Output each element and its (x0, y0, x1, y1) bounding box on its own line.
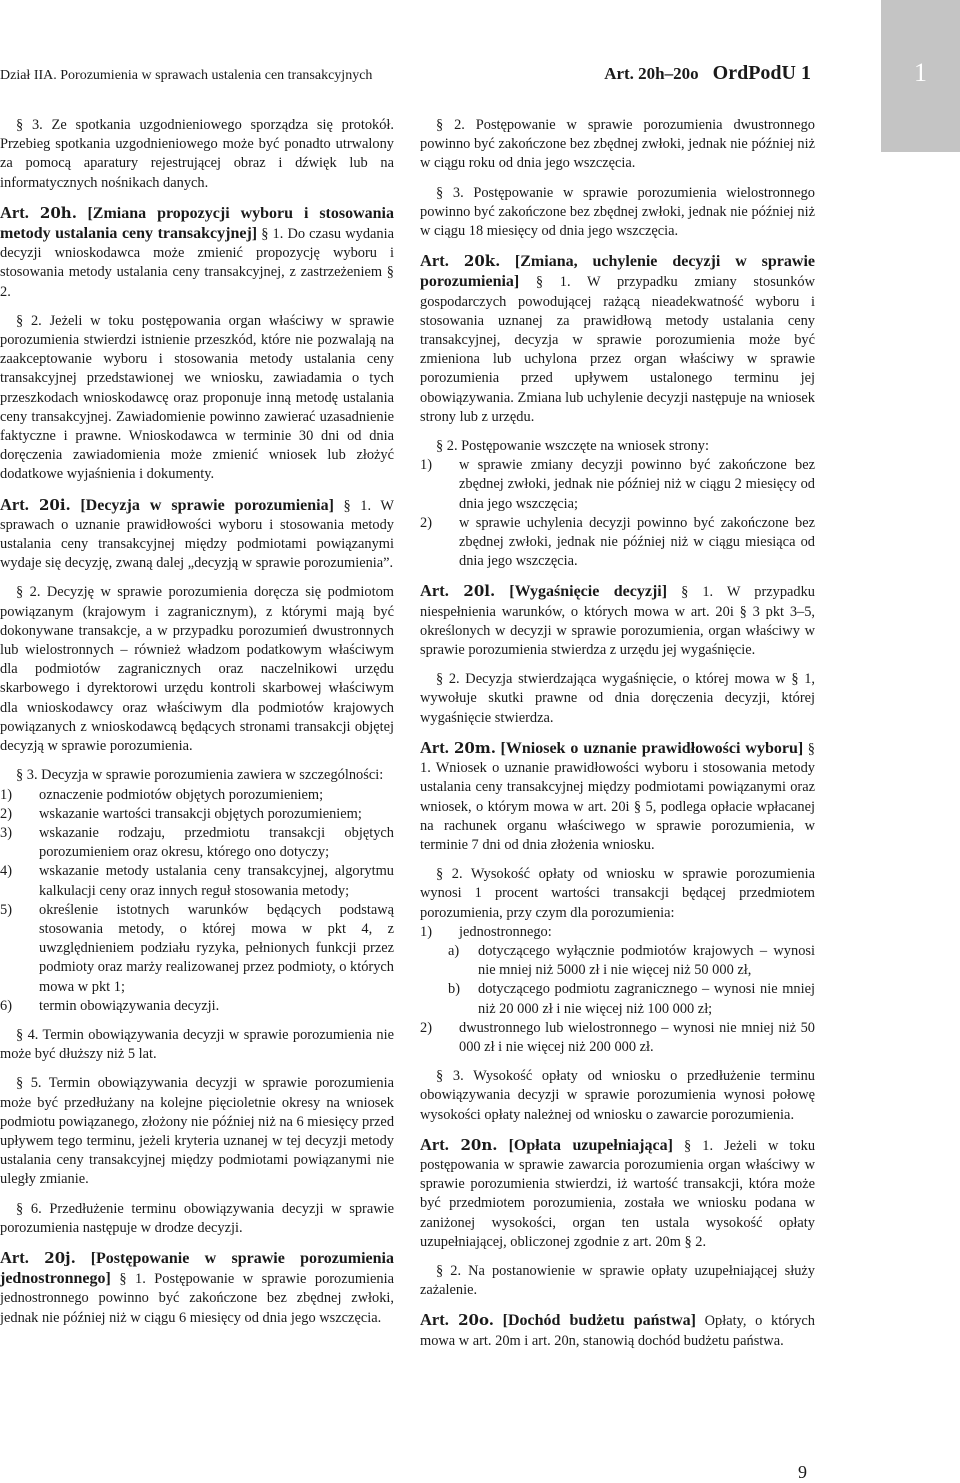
article-20n (420, 1135, 815, 1252)
right-column (420, 116, 815, 1361)
list-item: 1) w sprawie zmiany decyzji powinno być zakończone bez zbędnej zwłoki, jednak nie później niż w ciągu 2 miesięcy od dnia jego wszczęcia; (420, 457, 815, 512)
chapter-tab (881, 0, 960, 152)
list-item: 5) określenie istotnych warunków będących podstawą stosowania metody, o której mowa w pkt 4, z uwzględnieniem podziału ryzyka, pełnionych funkcji przez podmioty oraz marży realizowanej przez podmioty, o których mowa w pkt 1; (0, 901, 394, 995)
list-item: 3) wskazanie rodzaju, przedmiotu transakcji objętych porozumieniem oraz okresu, którego ono dotyczy; (0, 824, 394, 861)
paragraph: § 2. Postępowanie wszczęte na wniosek strony: (436, 438, 709, 455)
list-item: 1) jednostronnego: a) dotyczącego wyłącznie podmiotów krajowych – wynosi nie mniej niż 5000 zł i nie więcej niż 50 000 zł, b) dotyczącego podmiotu zagranicznego – wynosi nie mniej niż 20 000 zł i nie więcej niż 100 000 zł; (420, 923, 815, 1019)
article-label: Art. 20l. (420, 581, 496, 601)
article-title: [Opłata uzupełniająca] (508, 1136, 673, 1154)
page-header (0, 60, 830, 90)
article-text: Opłaty, o których mowa w art. 20m i art. 20n, stanowią dochód budżetu państwa. (420, 1313, 816, 1349)
article-label: Art. 20i. (0, 494, 71, 514)
article-title: [Dochód budżetu państwa] (502, 1312, 696, 1330)
article-label: Art. 20j. (0, 1247, 76, 1267)
article-text: § 1. W sprawach o uznanie prawidłowości wyboru i stosowania metody ustalania ceny transakcyjnej między podmiotami powiązanymi wydaje się decyzję, zwaną dalej „decyzją w sprawie porozumienia”. (0, 497, 394, 572)
article-label: Art. 20k. (420, 251, 501, 271)
chapter-tab-number: 1 (914, 58, 927, 87)
list-item: b) dotyczącego podmiotu zagranicznego – wynosi nie mniej niż 20 000 zł i nie więcej niż 100 000 zł; (448, 981, 815, 1017)
article-label: Art. 20n. (420, 1134, 498, 1154)
article-20h (0, 203, 394, 302)
paragraph: § 6. Przedłużenie terminu obowiązywania decyzji w sprawie porozumienia następuje w drodze decyzji. (0, 1200, 394, 1236)
list-item: 2) dwustronnego lub wielostronnego – wynosi nie mniej niż 50 000 zł i nie więcej niż 200 000 zł. (420, 1019, 815, 1055)
article-text: § 1. Jeżeli w toku postępowania w sprawie zawarcia porozumienia organ właściwy w sprawie porozumienia stwierdzi, iż wartość transakcji, która może być przedmiotem porozumienia, została we wniosku podana w zaniżonej wysokości, organ ten ustala wysokość opłaty uzupełniającej, obliczonej zgodnie z art. 20m § 2. (420, 1137, 816, 1250)
paragraph: § 2. Decyzja stwierdzająca wygaśnięcie, o której mowa w § 1, wywołuje skutki prawne od dnia doręczenia decyzji, której wygaśnięcie stwierdza. (420, 671, 815, 726)
article-20o (420, 1310, 815, 1350)
article-text: § 1. Wniosek o uznanie prawidłowości wyboru i stosowania metody ustalania ceny transakcyjnej między podmiotami powiązanymi oraz wniosek, o którym mowa w art. 20i § 5, podlega opłacie wpłacanej na rachunek organu właściwego w sprawie porozumienia, w terminie 7 dni od dnia złożenia wniosku. (420, 740, 816, 853)
paragraph: § 5. Termin obowiązywania decyzji w sprawie porozumienia może być przedłużany na kolejne pięcioletnie okresy na wniosek podmiotu powiązanego, złożony nie później niż na 6 miesięcy przed upływem tego terminu, jeżeli kryteria uznanej w tej decyzji metody ustalania ceny transakcyjnej między podmiotami powiązanymi nie uległy zmianie. (0, 1075, 395, 1188)
paragraph: § 2. Na postanowienie w sprawie opłaty uzupełniającej służy zażalenie. (420, 1262, 815, 1299)
article-text: § 1. W przypadku niespełnienia warunków, o których mowa w art. 20i § 3 pkt 3–5, określonych w decyzji w sprawie porozumienia, organ właściwy w sprawie porozumienia stwierdza z urzędu jej wygaśnięcie. (420, 584, 815, 659)
header-section (604, 62, 811, 85)
paragraph: § 3. Postępowanie w sprawie porozumienia wielostronnego powinno być zakończone bez zbędnej zwłoki, jednak nie później niż w ciągu 18 miesięcy od dnia jego wszczęcia. (420, 184, 815, 240)
article-title: [Wniosek o uznanie prawidłowości wyboru] (500, 739, 804, 757)
header-chapter-title: Dział IIA. Porozumienia w sprawach ustalenia cen transakcyjnych (0, 68, 373, 83)
article-label: Art. 20m. (420, 737, 496, 757)
list-item: 2) w sprawie uchylenia decyzji powinno być zakończone bez zbędnej zwłoki, jednak nie później niż w ciągu miesiąca od dnia jego wszczęcia. (420, 514, 815, 570)
left-column (0, 116, 394, 1338)
article-20i (0, 495, 394, 574)
article-20j (0, 1248, 394, 1328)
article-title: [Zmiana, uchylenie decyzji w sprawie porozumienia] (420, 253, 815, 291)
points-list (0, 786, 394, 1016)
list-item: 6) termin obowiązywania decyzji. (0, 997, 220, 1014)
article-text: § 1. Do czasu wydania decyzji wnioskodawca może zmienić propozycję wyboru i stosowania metody ustalania ceny transakcyjnej, z zastrzeżeniem § 2. (0, 226, 394, 300)
article-20m (420, 738, 815, 855)
article-label: Art. 20o. (420, 1310, 494, 1330)
article-text: § 1. W przypadku zmiany stosunków gospodarczych powodującej rażącą nieadekwatność wyboru i stosowania uznanej za prawidłową metody ustalania ceny transakcyjnej, decyzja w sprawie porozumienia może być zmieniona lub uchylona przez organ właściwy w sprawie porozumienia przed upływem ustalonego terminu jej obowiązywania. Zmiana lub uchylenie decyzji następuje na wniosek strony lub z urzędu. (420, 274, 815, 425)
paragraph: § 2. Wysokość opłaty od wniosku w sprawie porozumienia wynosi 1 procent wartości transakcji będącej przedmiotem porozumienia, przy czym dla porozumienia: (420, 866, 815, 921)
header-code: OrdPodU 1 (712, 62, 811, 84)
paragraph: § 3. Ze spotkania uzgodnieniowego sporządza się protokół. Przebieg spotkania uzgodnieniowego może być ponadto utrwalony za pomocą aparatury rejestrującej obraz i dźwięk lub na informatycznych nośnikach danych. (0, 117, 394, 191)
paragraph: § 4. Termin obowiązywania decyzji w sprawie porozumienia nie może być dłuższy niż 5 lat. (0, 1026, 394, 1063)
article-title: [Zmiana propozycji wyboru i stosowania metody ustalania ceny transakcyjnej] (0, 204, 395, 243)
article-text: § 1. Postępowanie w sprawie porozumienia jednostronnego powinno być zakończone bez zbędnej zwłoki, jednak nie później niż w ciągu 6 miesięcy od dnia jego wszczęcia. (0, 1271, 394, 1326)
list-item: 2) wskazanie wartości transakcji objętych porozumieniem; (0, 805, 362, 822)
paragraph: § 3. Decyzja w sprawie porozumienia zawiera w szczególności: (16, 767, 384, 784)
page-number: 9 (798, 1462, 807, 1482)
paragraph: § 2. Jeżeli w toku postępowania organ właściwy w sprawie porozumienia stwierdzi istnienie przeszkód, które nie pozwalają na zaakceptowanie wyboru i stosowania metody ustalania ceny transakcyjnej przedstawionej we wniosku, zawiadamia o tych przeszkodach wnioskodawcę oraz proponuje inną metodę ustalania ceny transakcyjnej. Zawiadomienie powinno zawierać uzasadnienie faktyczne i prawne. Wnioskodawca w terminie 30 dni od dnia doręczenia zawiadomienia może zmienić wniosek lub złożyć dodatkowe wyjaśnienia i dokumenty. (0, 312, 394, 483)
article-label: Art. 20h. (0, 202, 77, 222)
points-list (420, 923, 815, 1057)
header-article-range: Art. 20h–20o (604, 64, 699, 83)
paragraph: § 2. Decyzję w sprawie porozumienia doręcza się podmiotom powiązanym (krajowym i zagranicznym), z którymi mają być dokonywane transakcje, a w przypadku porozumień dwustronnych lub wielostronnych – również władzom podatkowym właściwym dla podmiotów zagranicznych oraz naczelnikowi urzędu skarbowego i dyrektorowi urzędu kontroli skarbowej właściwym dla wnioskodawcy oraz właściwym dla podmiotów krajowych powiązanych z wnioskodawcą będących stronami transakcji objętej decyzją w sprawie porozumienia. (0, 584, 394, 755)
list-item: 1) oznaczenie podmiotów objętych porozumieniem; (0, 786, 324, 803)
paragraph: § 3. Wysokość opłaty od wniosku o przedłużenie terminu obowiązywania decyzji w sprawie porozumienia wynosi połowę wysokości opłaty należnej od wniosku o zawarcie porozumienia. (420, 1068, 815, 1123)
list-item: a) dotyczącego wyłącznie podmiotów krajowych – wynosi nie mniej niż 5000 zł i nie więcej niż 50 000 zł, (448, 942, 815, 979)
points-list (420, 456, 815, 571)
article-title: [Decyzja w sprawie porozumienia] (80, 496, 334, 514)
paragraph: § 2. Postępowanie w sprawie porozumienia dwustronnego powinno być zakończone bez zbędnej zwłoki, jednak nie później niż w ciągu roku od dnia jego wszczęcia. (420, 117, 815, 172)
article-title: [Postępowanie w sprawie porozumienia jednostronnego] (0, 1249, 394, 1288)
article-title: [Wygaśnięcie decyzji] (509, 583, 668, 601)
article-20l (420, 581, 815, 660)
list-item: 4) wskazanie metody ustalania ceny transakcyjnej, algorytmu kalkulacji ceny oraz innych reguł stosowania metody; (0, 863, 394, 899)
article-20k (420, 251, 815, 427)
sub-points-list (448, 942, 815, 1019)
